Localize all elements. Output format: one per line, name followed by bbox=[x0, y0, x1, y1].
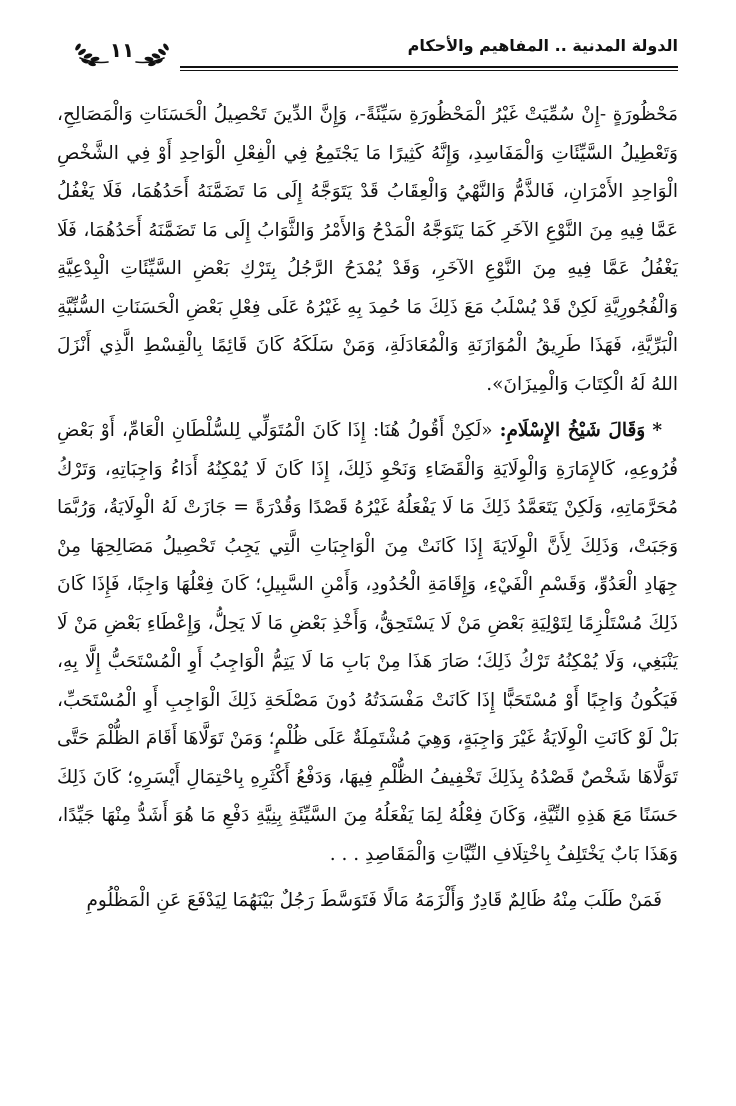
body-text bbox=[57, 96, 678, 921]
page-header bbox=[70, 28, 678, 72]
header-rule bbox=[180, 66, 678, 68]
header-rule-thin bbox=[180, 70, 678, 71]
page-number: ١١ bbox=[109, 38, 135, 62]
quote-attribution: وَقَالَ شَيْخُ الإِسْلَامِ: bbox=[499, 420, 646, 441]
laurel-ornament bbox=[70, 28, 174, 72]
paragraph-2 bbox=[57, 412, 678, 874]
bullet-star: * bbox=[652, 420, 662, 441]
paragraph-1: مَحْظُورَةٍ -إِنْ سُمِّيَتْ غَيْرُ الْمَحْظُورَةِ سَيِّئَةً-، وَإِنَّ الدِّينَ تَحْصِيلُ الْحَسَنَاتِ وَالْمَصَالِحِ، وَتَعْطِيلُ السَّيِّئَاتِ وَالْمَفَاسِدِ، وَإِنَّهُ كَثِيرًا مَا يَجْتَمِعُ فِي الْفِعْلِ الْوَاحِدِ أَوْ فِي الشَّخْصِ الْوَاحِدِ الأَمْرَانِ، فَالذَّمُّ وَالنَّهْيُ وَالْعِقَابُ قَدْ يَتَوَجَّهُ إِلَى مَا تَضَمَّنَهُ أَحَدُهُمَا، فَلَا يَغْفُلُ عَمَّا فِيهِ مِنَ النَّوْعِ الآخَرِ كَمَا يَتَوَجَّهُ الْمَدْحُ وَالأَمْرُ وَالثَّوَابُ إِلَى مَا تَضَمَّنَهُ أَحَدُهُمَا، فَلَا يَغْفُلُ عَمَّا فِيهِ مِنَ النَّوْعِ الآخَرِ، وَقَدْ يُمْدَحُ الرَّجُلُ بِتَرْكِ بَعْضِ السَّيِّئَاتِ الْبِدْعِيَّةِ وَالْفُجُورِيَّةِ لَكِنْ قَدْ يُسْلَبُ مَعَ ذَلِكَ مَا حُمِدَ بِهِ غَيْرُهُ عَلَى فِعْلِ بَعْضِ الْحَسَنَاتِ السُّنِّيَّةِ الْبَرِّيَّةِ، فَهَذَا طَرِيقُ الْمُوَازَنَةِ وَالْمُعَادَلَةِ، وَمَنْ سَلَكَهُ كَانَ قَائِمًا بِالْقِسْطِ الَّذِي أَنْزَلَ اللهُ لَهُ الْكِتَابَ وَالْمِيزَانَ». bbox=[57, 104, 678, 395]
paragraph-3: فَمَنْ طَلَبَ مِنْهُ ظَالِمٌ قَادِرٌ وَأَلْزَمَهُ مَالًا فَتَوَسَّطَ رَجُلٌ بَيْنَهُمَا لِيَدْفَعَ عَنِ الْمَظْلُومِ bbox=[86, 890, 662, 911]
quote-text: «لَكِنْ أَقُولُ هُنَا: إِذَا كَانَ الْمُتَوَلِّي لِلسُّلْطَانِ الْعَامِّ، أَوْ بَعْضِ فُرُوعِهِ، كَالإِمَارَةِ وَالْوِلَايَةِ وَالْقَضَاءِ وَنَحْوِ ذَلِكَ، إِذَا كَانَ لَا يُمْكِنُهُ أَدَاءُ وَاجِبَاتِهِ، وَتَرْكُ مُحَرَّمَاتِهِ، وَلَكِنْ يَتَعَمَّدُ ذَلِكَ مَا لَا يَفْعَلُهُ غَيْرُهُ قَصْدًا وَقُدْرَةً = جَازَتْ لَهُ الْوِلَايَةُ، وَرُبَّمَا وَجَبَتْ، وَذَلِكَ لِأَنَّ الْوِلَايَةَ إِذَا كَانَتْ مِنَ الْوَاجِبَاتِ الَّتِي يَجِبُ تَحْصِيلُ مَصَالِحِهَا مِنْ جِهَادِ الْعَدُوِّ، وَقَسْمِ الْفَيْءِ، وَإِقَامَةِ الْحُدُودِ، وَأَمْنِ السَّبِيلِ؛ كَانَ فِعْلُهَا وَاجِبًا، فَإِذَا كَانَ ذَلِكَ مُسْتَلْزِمًا لِتَوْلِيَةِ بَعْضِ مَنْ لَا يَسْتَحِقُّ، وَأَخْذِ بَعْضِ مَا لَا يَحِلُّ، وَإِعْطَاءِ بَعْضِ مَنْ لَا يَنْبَغِي، وَلَا يُمْكِنُهُ تَرْكُ ذَلِكَ؛ صَارَ هَذَا مِنْ بَابِ مَا لَا يَتِمُّ الْوَاجِبُ أَوِ الْمُسْتَحَبُّ إِلَّا بِهِ، فَيَكُونُ وَاجِبًا أَوْ مُسْتَحَبًّا إِذَا كَانَتْ مَفْسَدَتُهُ دُونَ مَصْلَحَةِ ذَلِكَ الْوَاجِبِ أَوِ الْمُسْتَحَبِّ، بَلْ لَوْ كَانَتِ الْوِلَايَةُ غَيْرَ وَاجِبَةٍ، وَهِيَ مُشْتَمِلَةٌ عَلَى ظُلْمٍ؛ وَمَنْ تَوَلَّاهَا أَقَامَ الظُّلْمَ حَتَّى تَوَلَّاهَا شَخْصٌ قَصْدُهُ بِذَلِكَ تَخْفِيفُ الظُّلْمِ فِيهَا، وَدَفْعُ أَكْثَرِهِ بِاحْتِمَالِ أَيْسَرِهِ؛ كَانَ ذَلِكَ حَسَنًا مَعَ هَذِهِ النِّيَّةِ، وَكَانَ فِعْلُهُ لِمَا يَفْعَلُهُ مِنَ السَّيِّئَةِ بِنِيَّةِ دَفْعِ مَا هُوَ أَشَدُّ مِنْهَا جَيِّدًا، وَهَذَا بَابٌ يَخْتَلِفُ بِاخْتِلَافِ النِّيَّاتِ وَالْمَقَاصِدِ . . . bbox=[57, 420, 678, 865]
running-title: الدولة المدنية .. المفاهيم والأحكام bbox=[407, 36, 678, 55]
